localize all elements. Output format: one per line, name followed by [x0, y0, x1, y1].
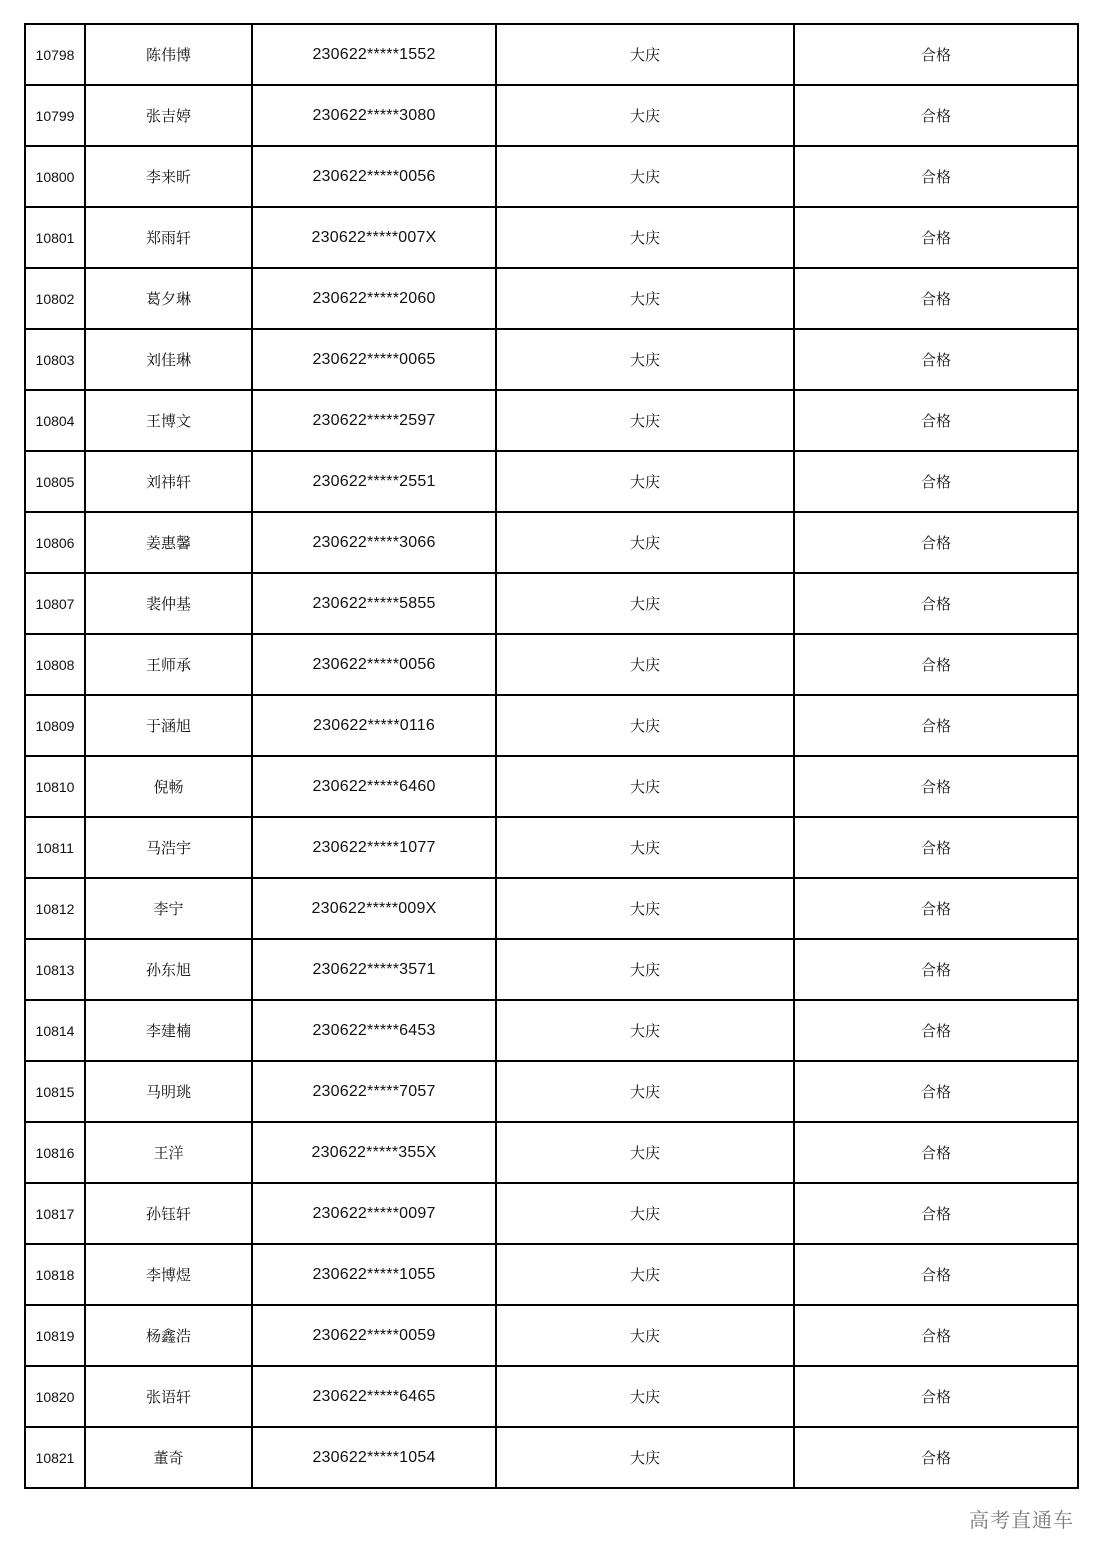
- result-cell: 合格: [794, 146, 1078, 207]
- table-row: [25, 878, 1078, 939]
- table-row: [25, 329, 1078, 390]
- id-number-cell: 230622*****009X: [252, 878, 496, 939]
- city-cell: 大庆: [496, 268, 794, 329]
- serial-number-cell: 10816: [25, 1122, 85, 1183]
- result-cell: 合格: [794, 1061, 1078, 1122]
- city-cell: 大庆: [496, 1122, 794, 1183]
- watermark-text: 高考直通车: [969, 1508, 1074, 1532]
- name-cell: 孙钰轩: [85, 1183, 252, 1244]
- table-row: [25, 268, 1078, 329]
- id-number-cell: 230622*****2060: [252, 268, 496, 329]
- id-number-cell: 230622*****5855: [252, 573, 496, 634]
- city-cell: 大庆: [496, 1183, 794, 1244]
- table-row: [25, 756, 1078, 817]
- city-cell: 大庆: [496, 1427, 794, 1488]
- serial-number-cell: 10802: [25, 268, 85, 329]
- result-cell: 合格: [794, 634, 1078, 695]
- city-cell: 大庆: [496, 512, 794, 573]
- serial-number-cell: 10821: [25, 1427, 85, 1488]
- result-cell: 合格: [794, 24, 1078, 85]
- id-number-cell: 230622*****007X: [252, 207, 496, 268]
- city-cell: 大庆: [496, 207, 794, 268]
- id-number-cell: 230622*****355X: [252, 1122, 496, 1183]
- roster-table-body: [25, 24, 1078, 1488]
- table-row: [25, 1427, 1078, 1488]
- id-number-cell: 230622*****0059: [252, 1305, 496, 1366]
- id-number-cell: 230622*****1552: [252, 24, 496, 85]
- serial-number-cell: 10814: [25, 1000, 85, 1061]
- table-row: [25, 1244, 1078, 1305]
- result-cell: 合格: [794, 573, 1078, 634]
- name-cell: 陈伟博: [85, 24, 252, 85]
- city-cell: 大庆: [496, 1244, 794, 1305]
- serial-number-cell: 10813: [25, 939, 85, 1000]
- result-cell: 合格: [794, 268, 1078, 329]
- id-number-cell: 230622*****0056: [252, 146, 496, 207]
- name-cell: 董奇: [85, 1427, 252, 1488]
- serial-number-cell: 10807: [25, 573, 85, 634]
- id-number-cell: 230622*****3066: [252, 512, 496, 573]
- serial-number-cell: 10812: [25, 878, 85, 939]
- id-number-cell: 230622*****1077: [252, 817, 496, 878]
- city-cell: 大庆: [496, 817, 794, 878]
- result-cell: 合格: [794, 1244, 1078, 1305]
- table-row: [25, 451, 1078, 512]
- city-cell: 大庆: [496, 146, 794, 207]
- serial-number-cell: 10808: [25, 634, 85, 695]
- id-number-cell: 230622*****1054: [252, 1427, 496, 1488]
- table-row: [25, 1183, 1078, 1244]
- city-cell: 大庆: [496, 329, 794, 390]
- table-row: [25, 1061, 1078, 1122]
- result-cell: 合格: [794, 85, 1078, 146]
- result-cell: 合格: [794, 817, 1078, 878]
- result-cell: 合格: [794, 1366, 1078, 1427]
- name-cell: 张吉婷: [85, 85, 252, 146]
- result-cell: 合格: [794, 756, 1078, 817]
- city-cell: 大庆: [496, 1366, 794, 1427]
- result-cell: 合格: [794, 207, 1078, 268]
- table-row: [25, 1122, 1078, 1183]
- result-cell: 合格: [794, 1427, 1078, 1488]
- name-cell: 王师承: [85, 634, 252, 695]
- name-cell: 葛夕琳: [85, 268, 252, 329]
- result-cell: 合格: [794, 1183, 1078, 1244]
- serial-number-cell: 10803: [25, 329, 85, 390]
- name-cell: 李宁: [85, 878, 252, 939]
- city-cell: 大庆: [496, 878, 794, 939]
- name-cell: 李建楠: [85, 1000, 252, 1061]
- name-cell: 裴仲基: [85, 573, 252, 634]
- id-number-cell: 230622*****6460: [252, 756, 496, 817]
- id-number-cell: 230622*****6453: [252, 1000, 496, 1061]
- name-cell: 李来昕: [85, 146, 252, 207]
- name-cell: 王洋: [85, 1122, 252, 1183]
- serial-number-cell: 10819: [25, 1305, 85, 1366]
- serial-number-cell: 10805: [25, 451, 85, 512]
- id-number-cell: 230622*****0097: [252, 1183, 496, 1244]
- serial-number-cell: 10801: [25, 207, 85, 268]
- name-cell: 张语轩: [85, 1366, 252, 1427]
- serial-number-cell: 10810: [25, 756, 85, 817]
- serial-number-cell: 10806: [25, 512, 85, 573]
- city-cell: 大庆: [496, 634, 794, 695]
- id-number-cell: 230622*****2551: [252, 451, 496, 512]
- serial-number-cell: 10800: [25, 146, 85, 207]
- name-cell: 倪畅: [85, 756, 252, 817]
- table-row: [25, 146, 1078, 207]
- result-cell: 合格: [794, 695, 1078, 756]
- serial-number-cell: 10820: [25, 1366, 85, 1427]
- name-cell: 马明珧: [85, 1061, 252, 1122]
- result-cell: 合格: [794, 1000, 1078, 1061]
- id-number-cell: 230622*****3571: [252, 939, 496, 1000]
- roster-table: [24, 23, 1079, 1489]
- serial-number-cell: 10804: [25, 390, 85, 451]
- city-cell: 大庆: [496, 695, 794, 756]
- table-row: [25, 817, 1078, 878]
- serial-number-cell: 10809: [25, 695, 85, 756]
- city-cell: 大庆: [496, 85, 794, 146]
- id-number-cell: 230622*****3080: [252, 85, 496, 146]
- table-row: [25, 512, 1078, 573]
- table-row: [25, 939, 1078, 1000]
- id-number-cell: 230622*****1055: [252, 1244, 496, 1305]
- result-cell: 合格: [794, 939, 1078, 1000]
- table-row: [25, 390, 1078, 451]
- name-cell: 刘祎轩: [85, 451, 252, 512]
- table-row: [25, 695, 1078, 756]
- result-cell: 合格: [794, 390, 1078, 451]
- id-number-cell: 230622*****6465: [252, 1366, 496, 1427]
- city-cell: 大庆: [496, 390, 794, 451]
- name-cell: 王博文: [85, 390, 252, 451]
- name-cell: 李博煜: [85, 1244, 252, 1305]
- name-cell: 姜惠馨: [85, 512, 252, 573]
- city-cell: 大庆: [496, 1061, 794, 1122]
- city-cell: 大庆: [496, 451, 794, 512]
- table-row: [25, 573, 1078, 634]
- id-number-cell: 230622*****0056: [252, 634, 496, 695]
- city-cell: 大庆: [496, 756, 794, 817]
- table-row: [25, 85, 1078, 146]
- serial-number-cell: 10811: [25, 817, 85, 878]
- city-cell: 大庆: [496, 24, 794, 85]
- name-cell: 于涵旭: [85, 695, 252, 756]
- table-row: [25, 1000, 1078, 1061]
- result-cell: 合格: [794, 512, 1078, 573]
- serial-number-cell: 10817: [25, 1183, 85, 1244]
- result-cell: 合格: [794, 878, 1078, 939]
- result-cell: 合格: [794, 451, 1078, 512]
- serial-number-cell: 10818: [25, 1244, 85, 1305]
- result-cell: 合格: [794, 1122, 1078, 1183]
- table-row: [25, 1366, 1078, 1427]
- name-cell: 孙东旭: [85, 939, 252, 1000]
- result-cell: 合格: [794, 1305, 1078, 1366]
- id-number-cell: 230622*****2597: [252, 390, 496, 451]
- serial-number-cell: 10798: [25, 24, 85, 85]
- name-cell: 刘佳琳: [85, 329, 252, 390]
- table-row: [25, 1305, 1078, 1366]
- city-cell: 大庆: [496, 939, 794, 1000]
- id-number-cell: 230622*****7057: [252, 1061, 496, 1122]
- table-row: [25, 634, 1078, 695]
- table-row: [25, 24, 1078, 85]
- city-cell: 大庆: [496, 1000, 794, 1061]
- name-cell: 马浩宇: [85, 817, 252, 878]
- serial-number-cell: 10815: [25, 1061, 85, 1122]
- table-row: [25, 207, 1078, 268]
- name-cell: 杨鑫浩: [85, 1305, 252, 1366]
- result-cell: 合格: [794, 329, 1078, 390]
- serial-number-cell: 10799: [25, 85, 85, 146]
- id-number-cell: 230622*****0116: [252, 695, 496, 756]
- id-number-cell: 230622*****0065: [252, 329, 496, 390]
- city-cell: 大庆: [496, 573, 794, 634]
- city-cell: 大庆: [496, 1305, 794, 1366]
- name-cell: 郑雨轩: [85, 207, 252, 268]
